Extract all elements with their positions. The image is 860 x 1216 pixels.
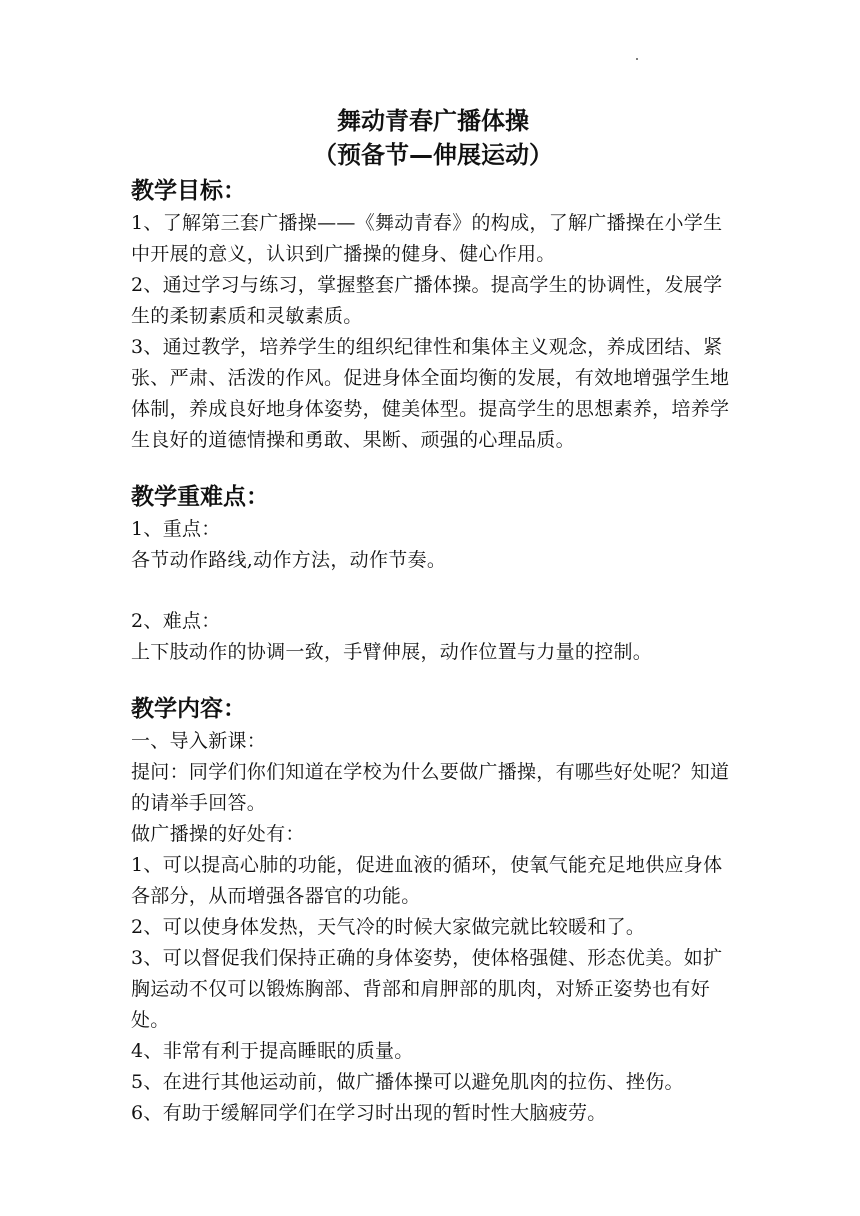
focus-label: 1、重点： xyxy=(131,518,221,540)
document-title: 舞动青春广播体操 xyxy=(337,107,529,135)
key-points-heading: 教学重难点： xyxy=(131,484,269,510)
focus-text: 各节动作路线,动作方法，动作节奏。 xyxy=(131,549,447,571)
intro-question: 提问：同学们你们知道在学校为什么要做广播操，有哪些好处呢？知道的请举手回答。 xyxy=(131,761,730,814)
benefit-item: 3、可以督促我们保持正确的身体姿势，使体格强健、形态优美。如扩胸运动不仅可以锻炼胸部、背部和肩胛部的肌肉，对矫正姿势也有好处。 xyxy=(131,947,723,1031)
difficulty-label: 2、难点： xyxy=(131,610,221,632)
objective-item: 3、通过教学，培养学生的组织纪律性和集体主义观念，养成团结、紧张、严肃、活泼的作风。促进身体全面均衡的发展，有效地增强学生地体制，养成良好地身体姿势，健美体型。提高学生的思想素养，培养学生良好的道德情操和勇敢、果断、顽强的心理品质。 xyxy=(131,336,730,451)
benefit-item: 2、可以使身体发热，天气冷的时候大家做完就比较暖和了。 xyxy=(131,916,646,938)
document-subtitle: （预备节—伸展运动） xyxy=(313,141,553,169)
section-spacer xyxy=(131,456,735,480)
paragraph-spacer xyxy=(131,576,735,606)
difficulty-text: 上下肢动作的协调一致，手臂伸展，动作位置与力量的控制。 xyxy=(131,641,653,663)
benefit-item: 5、在进行其他运动前，做广播体操可以避免肌肉的拉伤、挫伤。 xyxy=(131,1071,684,1093)
intro-label: 一、导入新课： xyxy=(131,730,267,752)
benefit-item: 1、可以提高心肺的功能，促进血液的循环，使氧气能充足地供应身体各部分，从而增强各器官的功能。 xyxy=(131,854,723,907)
content-heading: 教学内容： xyxy=(131,696,246,722)
benefits-label: 做广播操的好处有： xyxy=(131,823,305,845)
benefit-item: 6、有助于缓解同学们在学习时出现的暂时性大脑疲劳。 xyxy=(131,1102,607,1124)
page-mark-dot xyxy=(636,58,638,60)
benefit-item: 4、非常有利于提高睡眠的质量。 xyxy=(131,1040,414,1062)
objective-item: 2、通过学习与练习，掌握整套广播体操。提高学生的协调性，发展学生的柔韧素质和灵敏素质。 xyxy=(131,274,723,327)
objective-item: 1、了解第三套广播操——《舞动青春》的构成，了解广播操在小学生中开展的意义，认识到广播操的健身、健心作用。 xyxy=(131,212,723,265)
section-spacer xyxy=(131,668,735,692)
objectives-heading: 教学目标： xyxy=(131,178,246,204)
lesson-plan-document xyxy=(131,104,735,1129)
